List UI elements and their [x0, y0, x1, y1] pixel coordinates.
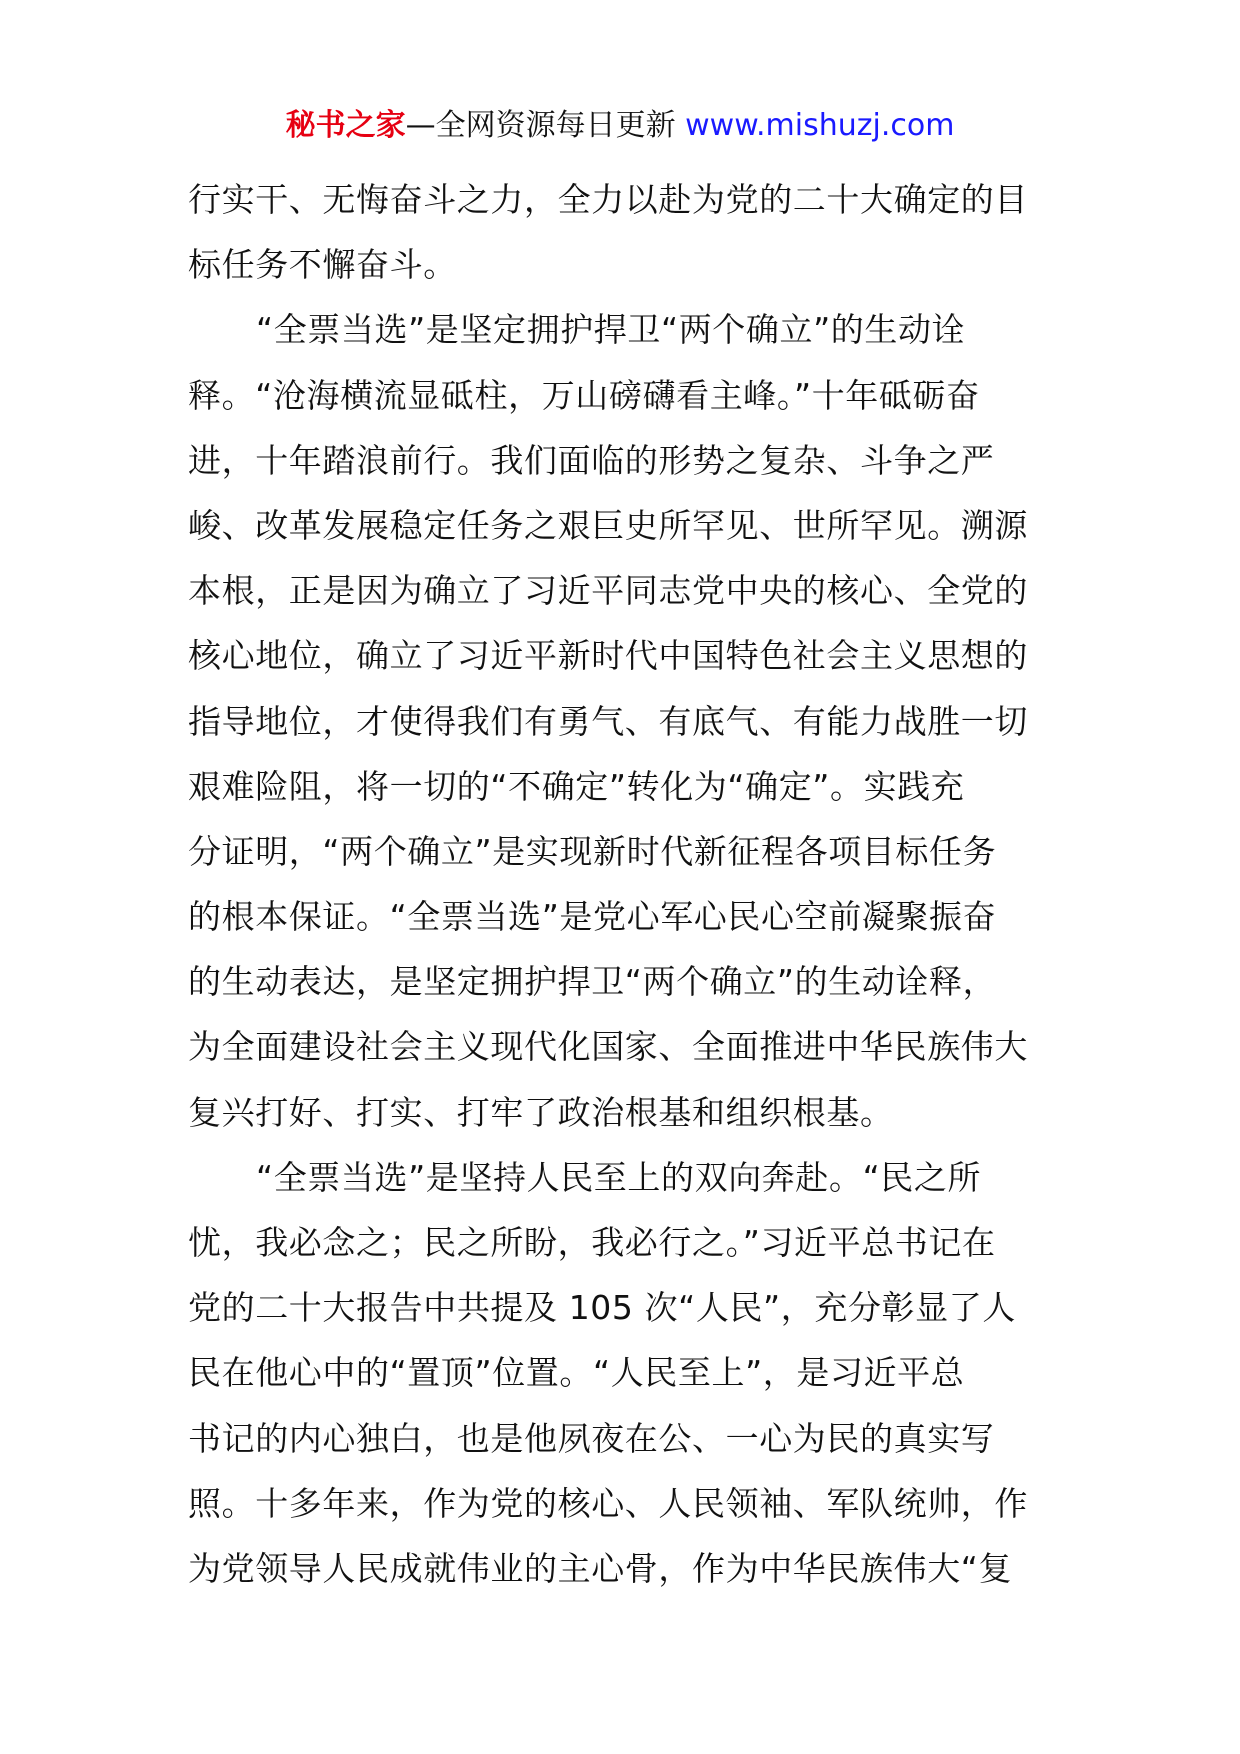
- text-line: 艰难险阻，将一切的“不确定”转化为“确定”。实践充: [188, 766, 965, 806]
- text-line: 照。十多年来，作为党的核心、人民领袖、军队统帅，作: [188, 1483, 1028, 1523]
- text-line: 忧，我必念之；民之所盼，我必行之。”习近平总书记在: [188, 1223, 996, 1262]
- text-line: 进，十年踏浪前行。我们面临的形势之复杂、斗争之严: [188, 440, 995, 480]
- paragraph-start-line: “全票当选”是坚定拥护捍卫“两个确立”的生动诠: [256, 310, 966, 350]
- text-line: 释。“沧海横流显砥柱，万山磅礴看主峰。”十年砥砺奋: [188, 375, 980, 415]
- text-line: 党的二十大报告中共提及 105 次“人民”，充分彰显了人: [188, 1288, 1016, 1328]
- text-line: 为全面建设社会主义现代化国家、全面推进中华民族伟大: [188, 1027, 1028, 1067]
- document-body: [188, 167, 1060, 1601]
- paragraph-start-line: “全票当选”是坚持人民至上的双向奔赴。“民之所: [256, 1157, 982, 1197]
- text-line: 峻、改革发展稳定任务之艰巨史所罕见、世所罕见。溯源: [188, 505, 1028, 545]
- text-line: 行实干、无悔奋斗之力，全力以赴为党的二十大确定的目: [188, 180, 1028, 219]
- text-line: 的根本保证。“全票当选”是党心军心民心空前凝聚振奋: [188, 897, 997, 937]
- text-line: 标任务不懈奋斗。: [188, 245, 457, 285]
- text-line: 的生动表达，是坚定拥护捍卫“两个确立”的生动诠释，: [188, 962, 997, 1002]
- text-line: 民在他心中的“置顶”位置。“人民至上”，是习近平总: [188, 1353, 965, 1393]
- site-header: [0, 104, 1240, 148]
- text-line: 指导地位，才使得我们有勇气、有底气、有能力战胜一切: [188, 701, 1028, 741]
- text-line: 核心地位，确立了习近平新时代中国特色社会主义思想的: [188, 636, 1028, 676]
- header-tagline: —全网资源每日更新: [405, 108, 686, 143]
- text-line: 为党领导人民成就伟业的主心骨，作为中华民族伟大“复: [188, 1548, 1013, 1588]
- header-brand: 秘书之家: [285, 108, 406, 143]
- text-line: 本根，正是因为确立了习近平同志党中央的核心、全党的: [188, 571, 1028, 611]
- text-line: 分证明，“两个确立”是实现新时代新征程各项目标任务: [188, 831, 997, 871]
- text-line: 复兴打好、打实、打牢了政治根基和组织根基。: [188, 1092, 894, 1132]
- header-url-link[interactable]: www.mishuzj.com: [685, 108, 955, 143]
- text-line: 书记的内心独白，也是他夙夜在公、一心为民的真实写: [188, 1418, 995, 1458]
